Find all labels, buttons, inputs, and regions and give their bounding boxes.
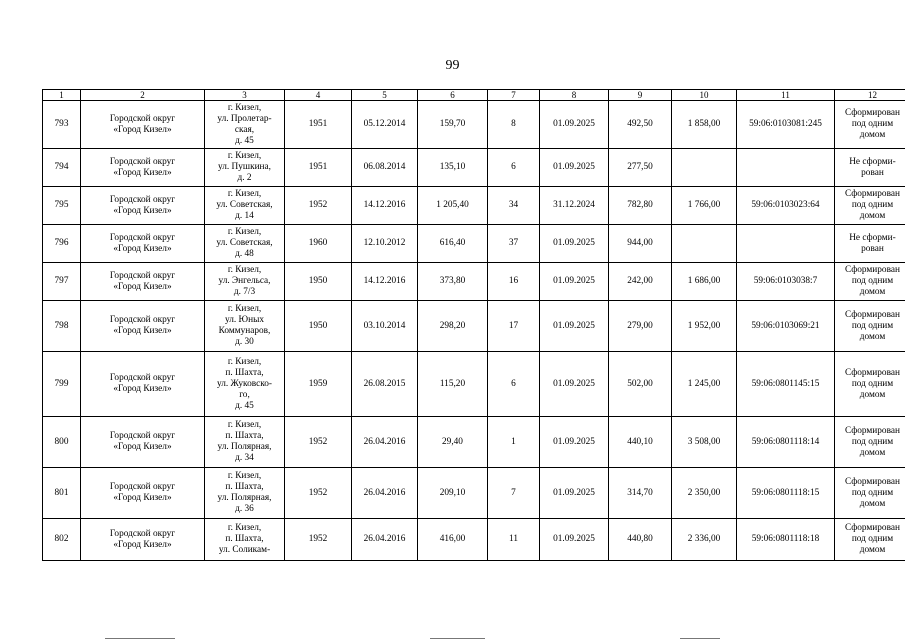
recognition-date-cell: 05.12.2014 <box>352 101 418 149</box>
land-status-cell: Сформирован под одним домом <box>835 263 905 301</box>
cost-value-cell: 1 952,00 <box>672 301 737 352</box>
column-number-cell: 7 <box>488 90 540 101</box>
year-built-cell: 1950 <box>285 263 352 301</box>
table-row <box>43 263 905 301</box>
municipality-cell: Городской округ «Город Кизел» <box>81 352 205 417</box>
municipality-cell: Городской округ «Город Кизел» <box>81 301 205 352</box>
resettlement-date-cell: 01.09.2025 <box>540 468 609 519</box>
cadastral-number-cell: 59:06:0801118:18 <box>737 519 835 561</box>
table-row <box>43 149 905 187</box>
address-cell: г. Кизел, п. Шахта, ул. Соликам- <box>205 519 285 561</box>
recognition-date-cell: 26.08.2015 <box>352 352 418 417</box>
year-built-cell: 1952 <box>285 468 352 519</box>
living-area-cell: 373,80 <box>418 263 488 301</box>
residents-count-cell: 1 <box>488 417 540 468</box>
row-number-cell: 800 <box>43 417 81 468</box>
column-number-cell: 9 <box>609 90 672 101</box>
address-cell: г. Кизел, ул. Пролетар- ская, д. 45 <box>205 101 285 149</box>
resettlement-date-cell: 01.09.2025 <box>540 417 609 468</box>
land-status-cell: Сформирован под одним домом <box>835 187 905 225</box>
area-value-cell: 279,00 <box>609 301 672 352</box>
municipality-cell: Городской округ «Город Кизел» <box>81 187 205 225</box>
cadastral-number-cell: 59:06:0801118:14 <box>737 417 835 468</box>
address-cell: г. Кизел, ул. Советская, д. 48 <box>205 225 285 263</box>
row-number-cell: 799 <box>43 352 81 417</box>
address-cell: г. Кизел, п. Шахта, ул. Полярная, д. 36 <box>205 468 285 519</box>
cost-value-cell: 1 245,00 <box>672 352 737 417</box>
cost-value-cell: 1 686,00 <box>672 263 737 301</box>
address-cell: г. Кизел, ул. Советская, д. 14 <box>205 187 285 225</box>
cadastral-number-cell: 59:06:0103081:245 <box>737 101 835 149</box>
municipality-cell: Городской округ «Город Кизел» <box>81 468 205 519</box>
table-row <box>43 301 905 352</box>
scan-artifact-lines <box>0 634 905 640</box>
recognition-date-cell: 14.12.2016 <box>352 187 418 225</box>
recognition-date-cell: 06.08.2014 <box>352 149 418 187</box>
recognition-date-cell: 26.04.2016 <box>352 417 418 468</box>
living-area-cell: 209,10 <box>418 468 488 519</box>
area-value-cell: 782,80 <box>609 187 672 225</box>
year-built-cell: 1959 <box>285 352 352 417</box>
cadastral-number-cell: 59:06:0103069:21 <box>737 301 835 352</box>
cost-value-cell <box>672 149 737 187</box>
residents-count-cell: 17 <box>488 301 540 352</box>
area-value-cell: 502,00 <box>609 352 672 417</box>
resettlement-date-cell: 01.09.2025 <box>540 263 609 301</box>
area-value-cell: 492,50 <box>609 101 672 149</box>
column-number-cell: 2 <box>81 90 205 101</box>
residents-count-cell: 6 <box>488 352 540 417</box>
municipality-cell: Городской округ «Город Кизел» <box>81 225 205 263</box>
column-numbers-row <box>43 90 905 101</box>
table-row <box>43 187 905 225</box>
land-status-cell: Сформирован под одним домом <box>835 519 905 561</box>
year-built-cell: 1951 <box>285 101 352 149</box>
year-built-cell: 1960 <box>285 225 352 263</box>
resettlement-date-cell: 01.09.2025 <box>540 352 609 417</box>
year-built-cell: 1952 <box>285 417 352 468</box>
area-value-cell: 944,00 <box>609 225 672 263</box>
table-row <box>43 101 905 149</box>
column-number-cell: 8 <box>540 90 609 101</box>
cadastral-number-cell: 59:06:0801118:15 <box>737 468 835 519</box>
living-area-cell: 616,40 <box>418 225 488 263</box>
land-status-cell: Не сформи- рован <box>835 149 905 187</box>
living-area-cell: 298,20 <box>418 301 488 352</box>
area-value-cell: 440,10 <box>609 417 672 468</box>
recognition-date-cell: 26.04.2016 <box>352 468 418 519</box>
resettlement-date-cell: 01.09.2025 <box>540 301 609 352</box>
area-value-cell: 277,50 <box>609 149 672 187</box>
cadastral-number-cell: 59:06:0801145:15 <box>737 352 835 417</box>
cost-value-cell: 3 508,00 <box>672 417 737 468</box>
column-number-cell: 11 <box>737 90 835 101</box>
land-status-cell: Сформирован под одним домом <box>835 301 905 352</box>
address-cell: г. Кизел, ул. Пушкина, д. 2 <box>205 149 285 187</box>
cost-value-cell <box>672 225 737 263</box>
year-built-cell: 1952 <box>285 187 352 225</box>
residents-count-cell: 34 <box>488 187 540 225</box>
address-cell: г. Кизел, ул. Юных Коммунаров, д. 30 <box>205 301 285 352</box>
recognition-date-cell: 26.04.2016 <box>352 519 418 561</box>
year-built-cell: 1952 <box>285 519 352 561</box>
column-number-cell: 1 <box>43 90 81 101</box>
resettlement-date-cell: 01.09.2025 <box>540 149 609 187</box>
area-value-cell: 242,00 <box>609 263 672 301</box>
table-row <box>43 225 905 263</box>
living-area-cell: 115,20 <box>418 352 488 417</box>
table-row <box>43 352 905 417</box>
year-built-cell: 1951 <box>285 149 352 187</box>
cost-value-cell: 2 336,00 <box>672 519 737 561</box>
land-status-cell: Сформирован под одним домом <box>835 468 905 519</box>
residents-count-cell: 6 <box>488 149 540 187</box>
living-area-cell: 135,10 <box>418 149 488 187</box>
row-number-cell: 797 <box>43 263 81 301</box>
row-number-cell: 795 <box>43 187 81 225</box>
residents-count-cell: 16 <box>488 263 540 301</box>
residents-count-cell: 37 <box>488 225 540 263</box>
row-number-cell: 793 <box>43 101 81 149</box>
cadastral-number-cell <box>737 225 835 263</box>
row-number-cell: 798 <box>43 301 81 352</box>
address-cell: г. Кизел, п. Шахта, ул. Полярная, д. 34 <box>205 417 285 468</box>
cadastral-number-cell: 59:06:0103023:64 <box>737 187 835 225</box>
recognition-date-cell: 03.10.2014 <box>352 301 418 352</box>
column-number-cell: 12 <box>835 90 905 101</box>
column-number-cell: 10 <box>672 90 737 101</box>
table-row <box>43 519 905 561</box>
year-built-cell: 1950 <box>285 301 352 352</box>
recognition-date-cell: 12.10.2012 <box>352 225 418 263</box>
table-row <box>43 417 905 468</box>
cadastral-number-cell: 59:06:0103038:7 <box>737 263 835 301</box>
municipality-cell: Городской округ «Город Кизел» <box>81 417 205 468</box>
row-number-cell: 802 <box>43 519 81 561</box>
residents-count-cell: 11 <box>488 519 540 561</box>
municipality-cell: Городской округ «Город Кизел» <box>81 149 205 187</box>
land-status-cell: Сформирован под одним домом <box>835 352 905 417</box>
municipality-cell: Городской округ «Город Кизел» <box>81 519 205 561</box>
resettlement-date-cell: 01.09.2025 <box>540 101 609 149</box>
address-cell: г. Кизел, ул. Энгельса, д. 7/3 <box>205 263 285 301</box>
area-value-cell: 440,80 <box>609 519 672 561</box>
column-number-cell: 5 <box>352 90 418 101</box>
cadastral-number-cell <box>737 149 835 187</box>
column-number-cell: 4 <box>285 90 352 101</box>
living-area-cell: 159,70 <box>418 101 488 149</box>
resettlement-date-cell: 01.09.2025 <box>540 225 609 263</box>
housing-register-table <box>42 89 905 561</box>
row-number-cell: 794 <box>43 149 81 187</box>
living-area-cell: 1 205,40 <box>418 187 488 225</box>
row-number-cell: 796 <box>43 225 81 263</box>
living-area-cell: 416,00 <box>418 519 488 561</box>
cost-value-cell: 1 766,00 <box>672 187 737 225</box>
column-number-cell: 3 <box>205 90 285 101</box>
resettlement-date-cell: 01.09.2025 <box>540 519 609 561</box>
residents-count-cell: 8 <box>488 101 540 149</box>
cost-value-cell: 1 858,00 <box>672 101 737 149</box>
recognition-date-cell: 14.12.2016 <box>352 263 418 301</box>
page-number: 99 <box>445 58 460 73</box>
address-cell: г. Кизел, п. Шахта, ул. Жуковско- го, д. 45 <box>205 352 285 417</box>
table-row <box>43 468 905 519</box>
municipality-cell: Городской округ «Город Кизел» <box>81 263 205 301</box>
living-area-cell: 29,40 <box>418 417 488 468</box>
area-value-cell: 314,70 <box>609 468 672 519</box>
land-status-cell: Сформирован под одним домом <box>835 101 905 149</box>
cost-value-cell: 2 350,00 <box>672 468 737 519</box>
column-number-cell: 6 <box>418 90 488 101</box>
resettlement-date-cell: 31.12.2024 <box>540 187 609 225</box>
municipality-cell: Городской округ «Город Кизел» <box>81 101 205 149</box>
land-status-cell: Сформирован под одним домом <box>835 417 905 468</box>
residents-count-cell: 7 <box>488 468 540 519</box>
row-number-cell: 801 <box>43 468 81 519</box>
land-status-cell: Не сформи- рован <box>835 225 905 263</box>
